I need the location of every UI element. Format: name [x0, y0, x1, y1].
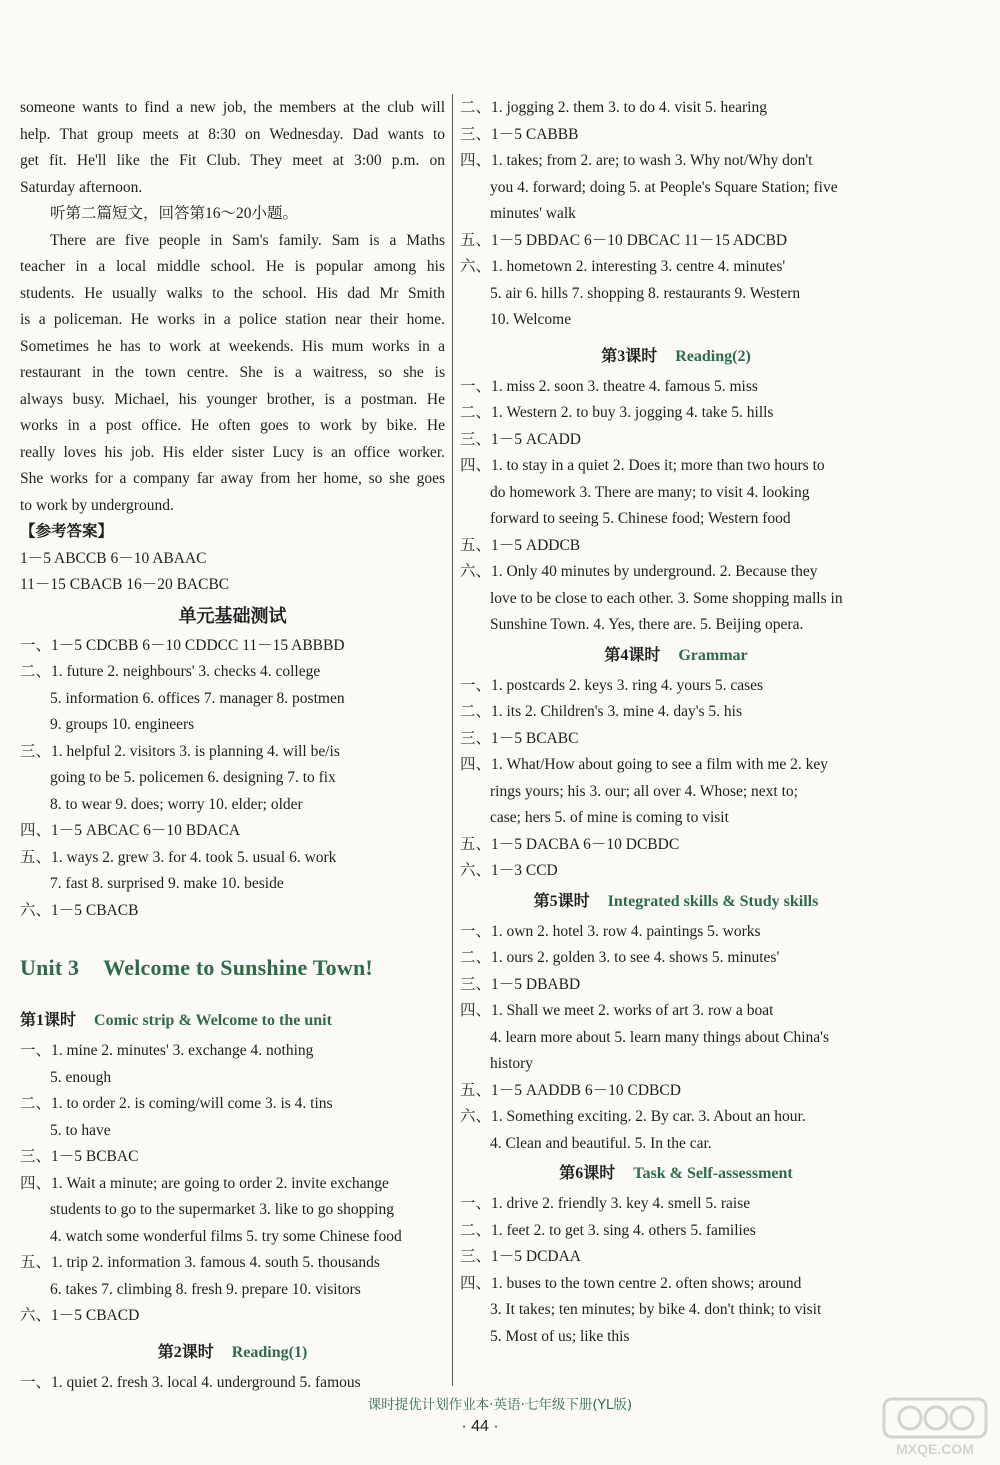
answer-line: 二、1. Western 2. to buy 3. jogging 4. take 5. hills	[460, 404, 774, 421]
answer-line: 5. Most of us; like this	[490, 1327, 630, 1345]
unit-label: Unit 3	[20, 955, 80, 980]
lesson-title: Reading(1)	[231, 1343, 308, 1361]
text-line: really loves his job. His elder sister Lucy is an office worker.	[20, 443, 445, 461]
answer-line: 5. enough	[50, 1068, 112, 1086]
text-line: teacher in a local middle school. He is popular among his	[20, 258, 445, 275]
answer-line: 二、1. its 2. Children's 3. mine 4. day's 5. his	[460, 703, 742, 720]
lesson-label: 第6课时	[559, 1165, 616, 1182]
lesson-answers	[20, 1038, 445, 1330]
text-line: Sometimes he has to work at weekends. His mum works in a	[20, 337, 445, 355]
lesson-heading	[20, 1004, 445, 1038]
text-line: is a policeman. He works in a police station near their home.	[20, 311, 445, 328]
answer-line: students to go to the supermarket 3. like to go shopping	[50, 1201, 394, 1218]
lesson-label: 第4课时	[604, 646, 661, 664]
answer-line: 三、1－5 BCBAC	[20, 1148, 139, 1165]
lesson-heading	[20, 1336, 445, 1370]
unit-heading	[20, 938, 445, 998]
lesson-heading	[460, 639, 892, 673]
answer-line: 二、1. jogging 2. them 3. to do 4. visit 5. hearing	[460, 99, 767, 116]
answer-line: 4. Clean and beautiful. 5. In the car.	[490, 1134, 712, 1152]
right-column	[460, 95, 892, 1350]
answer-line: case; hers 5. of mine is coming to visit	[490, 809, 729, 826]
answer-line: 五、1－5 DACBA 6－10 DCBDC	[460, 835, 680, 853]
lesson-answers	[460, 919, 892, 1158]
listening-heading: 听第二篇短文，回答第16～20小题。	[50, 205, 299, 222]
answer-line: 六、1－5 CBACB	[20, 901, 139, 919]
answer-line: going to be 5. policemen 6. designing 7. to fix	[50, 769, 336, 786]
footer-book-title: 课时提优计划作业本·英语·七年级下册(YL版)	[367, 1397, 633, 1413]
answer-line: 7. fast 8. surprised 9. make 10. beside	[50, 875, 284, 892]
text-line: to work by underground.	[20, 496, 174, 514]
text-line: help. That group meets at 8:30 on Wednesday. Dad wants to	[20, 125, 445, 143]
answer-line: 四、1. Wait a minute; are going to order 2. invite exchange	[20, 1174, 389, 1192]
lesson-label: 第3课时	[601, 347, 658, 365]
answer-line: 9. groups 10. engineers	[50, 716, 195, 733]
answer-line: 一、1－5 CDCBB 6－10 CDDCC 11－15 ABBBD	[20, 636, 345, 654]
answer-line: 3. It takes; ten minutes; by bike 4. don't think; to visit	[490, 1301, 822, 1318]
answer-line: history	[490, 1055, 534, 1072]
answer-line: 4. learn more about 5. learn many things about China's	[490, 1028, 829, 1046]
lesson-title: Comic strip & Welcome to the unit	[94, 1012, 332, 1029]
answer-line: 1－5 ABCCB 6－10 ABAAC	[20, 549, 207, 567]
lesson-title: Integrated skills & Study skills	[607, 892, 819, 910]
answer-line: 三、1－5 DBABD	[460, 975, 581, 993]
text-line: students. He usually walks to the school. His dad Mr Smith	[20, 284, 445, 302]
text-line: someone wants to find a new job, the members at the club will	[20, 99, 445, 116]
lesson-heading	[460, 340, 892, 374]
answer-line: 6. takes 7. climbing 8. fresh 9. prepare 10. visitors	[50, 1280, 361, 1298]
lesson-answers	[460, 374, 892, 639]
lesson-answers	[460, 95, 892, 334]
answer-line: 10. Welcome	[490, 311, 572, 328]
answer-line: 五、1－5 DBDAC 6－10 DBCAC 11－15 ADCBD	[460, 231, 788, 249]
answer-key-heading: 【参考答案】	[20, 523, 114, 540]
answer-line: 六、1－5 CBACD	[20, 1307, 140, 1324]
answer-line: love to be close to each other. 3. Some shopping malls in	[490, 589, 843, 607]
answer-line: 五、1. trip 2. information 3. famous 4. south 5. thousands	[20, 1254, 380, 1271]
answer-line: 四、1. What/How about going to see a film with me 2. key	[460, 756, 829, 773]
section-title: 单元基础测试	[178, 605, 287, 626]
listening-text-1	[20, 95, 445, 201]
lesson-label: 第1课时	[20, 1012, 77, 1029]
answer-line: 六、1. Only 40 minutes by underground. 2. Because they	[460, 563, 818, 580]
answer-line: 8. to wear 9. does; worry 10. elder; older	[50, 795, 303, 813]
text-line: She works for a company far away from her home, so she goes	[20, 470, 445, 487]
answer-line: 三、1－5 ACADD	[460, 430, 581, 448]
lesson-answers	[460, 673, 892, 885]
column-divider	[452, 94, 453, 1386]
answer-line: 五、1－5 ADDCB	[460, 536, 581, 554]
answer-line: forward to seeing 5. Chinese food; Western food	[490, 510, 791, 527]
lesson-title: Task & Self-assessment	[633, 1165, 793, 1182]
lesson-label: 第5课时	[533, 892, 590, 910]
answer-line: 5. information 6. offices 7. manager 8. postmen	[50, 689, 345, 707]
answer-line: you 4. forward; doing 5. at People's Square Station; five	[490, 178, 838, 196]
answer-line: do homework 3. There are many; to visit 4. looking	[490, 483, 810, 501]
text-line: works in a post office. He often goes to work by bike. He	[20, 417, 445, 434]
answer-line: 五、1－5 AADDB 6－10 CDBCD	[460, 1081, 681, 1099]
answer-line: 5. air 6. hills 7. shopping 8. restaurants 9. Western	[490, 284, 801, 302]
left-column	[20, 95, 445, 1396]
answer-line: 四、1. takes; from 2. are; to wash 3. Why not/Why don't	[460, 152, 813, 169]
test-answers	[20, 633, 445, 925]
answer-line: 一、1. quiet 2. fresh 3. local 4. underground 5. famous	[20, 1373, 361, 1391]
answer-line: 一、1. postcards 2. keys 3. ring 4. yours 5. cases	[460, 676, 764, 694]
answer-line: 5. to have	[50, 1121, 111, 1139]
lesson-answers	[460, 1191, 892, 1350]
answer-line: 三、1. helpful 2. visitors 3. is planning 4. will be/is	[20, 742, 340, 760]
lesson-title: Reading(2)	[675, 347, 751, 365]
page-number: · 44 ·	[461, 1418, 499, 1435]
answer-line: 三、1－5 CABBB	[460, 125, 579, 143]
text-line: There are five people in Sam's family. Sam is a Maths	[50, 231, 445, 249]
answer-line: 五、1. ways 2. grew 3. for 4. took 5. usual 6. work	[20, 848, 337, 866]
answer-line: rings yours; his 3. our; all over 4. Whose; next to;	[490, 782, 798, 800]
text-line: restaurant in the town centre. She is a waitress, so she is	[20, 364, 445, 381]
answer-line: 二、1. feet 2. to get 3. sing 4. others 5. families	[460, 1221, 756, 1239]
answer-line: 三、1－5 DCDAA	[460, 1248, 581, 1265]
answer-line: 一、1. drive 2. friendly 3. key 4. smell 5. raise	[460, 1195, 751, 1212]
answer-line: 四、1－5 ABCAC 6－10 BDACA	[20, 822, 241, 839]
answer-line: 4. watch some wonderful films 5. try some Chinese food	[50, 1227, 402, 1245]
answer-line: Sunshine Town. 4. Yes, there are. 5. Beijing opera.	[490, 616, 804, 633]
watermark-logo	[880, 1395, 990, 1459]
answer-line: 一、1. own 2. hotel 3. row 4. paintings 5. works	[460, 922, 761, 940]
answer-line: 六、1－3 CCD	[460, 862, 558, 879]
listening-text-2	[20, 228, 445, 520]
answer-line: 二、1. ours 2. golden 3. to see 4. shows 5. minutes'	[460, 949, 780, 966]
answer-line: 二、1. to order 2. is coming/will come 3. is 4. tins	[20, 1095, 333, 1112]
answer-line: 四、1. to stay in a quiet 2. Does it; more than two hours to	[460, 457, 825, 474]
answer-line: 四、1. buses to the town centre 2. often shows; around	[460, 1274, 802, 1292]
answer-line: 四、1. Shall we meet 2. works of art 3. row a boat	[460, 1002, 774, 1019]
answer-line: 三、1－5 BCABC	[460, 729, 579, 747]
unit-title: Welcome to Sunshine Town!	[103, 955, 373, 980]
text-line: Saturday afternoon.	[20, 178, 143, 196]
lesson-title: Grammar	[678, 646, 748, 664]
answer-line: 二、1. future 2. neighbours' 3. checks 4. college	[20, 663, 321, 680]
answer-line: 一、1. miss 2. soon 3. theatre 4. famous 5. miss	[460, 377, 758, 395]
watermark-text: MXQE.COM	[896, 1441, 974, 1457]
lesson-heading	[460, 885, 892, 919]
text-line: always busy. Michael, his younger brother, is a postman. He	[20, 390, 445, 408]
answer-key-list	[20, 546, 445, 599]
answer-line: 11－15 CBACB 16－20 BACBC	[20, 576, 230, 593]
answer-line: minutes' walk	[490, 205, 576, 222]
text-line: get fit. He'll like the Fit Club. They meet at 3:00 p.m. on	[20, 152, 445, 169]
answer-line: 六、1. hometown 2. interesting 3. centre 4. minutes'	[460, 258, 786, 275]
lesson-heading	[460, 1157, 892, 1191]
answer-line: 六、1. Something exciting. 2. By car. 3. About an hour.	[460, 1108, 806, 1125]
lesson-label: 第2课时	[157, 1343, 214, 1361]
answer-line: 一、1. mine 2. minutes' 3. exchange 4. nothing	[20, 1042, 314, 1059]
